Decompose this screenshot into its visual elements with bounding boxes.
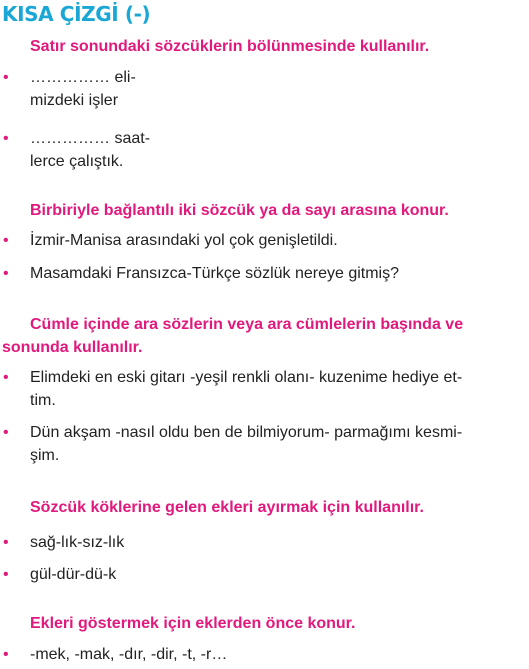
- list-item-text-continued: şim.: [30, 447, 60, 464]
- bullet-icon: •: [3, 566, 9, 583]
- bullet-icon: •: [3, 534, 9, 551]
- list-item-text: Elimdeki en eski gitarı -yeşil renkli olanı- kuzenime hediye et-: [30, 369, 463, 386]
- list-item: [0, 531, 529, 554]
- list-item: [0, 262, 529, 285]
- list-item: [0, 366, 529, 412]
- bullet-icon: •: [3, 646, 9, 663]
- list-item-text: …………… eli-: [30, 69, 136, 86]
- list-item-text: sağ-lık-sız-lık: [30, 534, 125, 551]
- list-item-text: …………… saat-: [30, 130, 151, 147]
- list-item: [0, 643, 529, 666]
- list-item-text: gül-dür-dü-k: [30, 566, 117, 583]
- bullet-icon: •: [3, 424, 9, 441]
- list-item-text: -mek, -mak, -dır, -dir, -t, -r…: [30, 646, 228, 663]
- list-item-text-continued: tim.: [30, 392, 56, 409]
- bullet-icon: •: [3, 232, 9, 249]
- list-item: [0, 229, 529, 252]
- section-heading: Birbiriyle bağlantılı iki sözcük ya da sayı arasına konur.: [30, 202, 449, 219]
- list-item: [0, 66, 529, 112]
- bullet-icon: •: [3, 265, 9, 282]
- list-item: [0, 127, 529, 173]
- section-heading-continued: sonunda kullanılır.: [2, 339, 143, 356]
- section-heading: Sözcük köklerine gelen ekleri ayırmak için kullanılır.: [30, 499, 424, 516]
- section-heading: Ekleri göstermek için eklerden önce konur.: [30, 615, 356, 632]
- bullet-icon: •: [3, 369, 9, 386]
- list-item: [0, 563, 529, 586]
- list-item-text-continued: mizdeki işler: [30, 92, 119, 109]
- list-item-text: Dün akşam -nasıl oldu ben de bilmiyorum- parmağımı kesmi-: [30, 424, 463, 441]
- bullet-icon: •: [3, 69, 9, 86]
- bullet-icon: •: [3, 130, 9, 147]
- list-item-text-continued: lerce çalıştık.: [30, 153, 124, 170]
- section-heading: Satır sonundaki sözcüklerin bölünmesinde kullanılır.: [30, 38, 430, 55]
- page-title: KISA ÇİZGİ (-): [2, 2, 151, 26]
- list-item-text: İzmir-Manisa arasındaki yol çok genişletildi.: [30, 232, 338, 249]
- list-item: [0, 421, 529, 467]
- list-item-text: Masamdaki Fransızca-Türkçe sözlük nereye gitmiş?: [30, 265, 400, 282]
- section-heading: Cümle içinde ara sözlerin veya ara cümlelerin başında ve: [30, 316, 464, 333]
